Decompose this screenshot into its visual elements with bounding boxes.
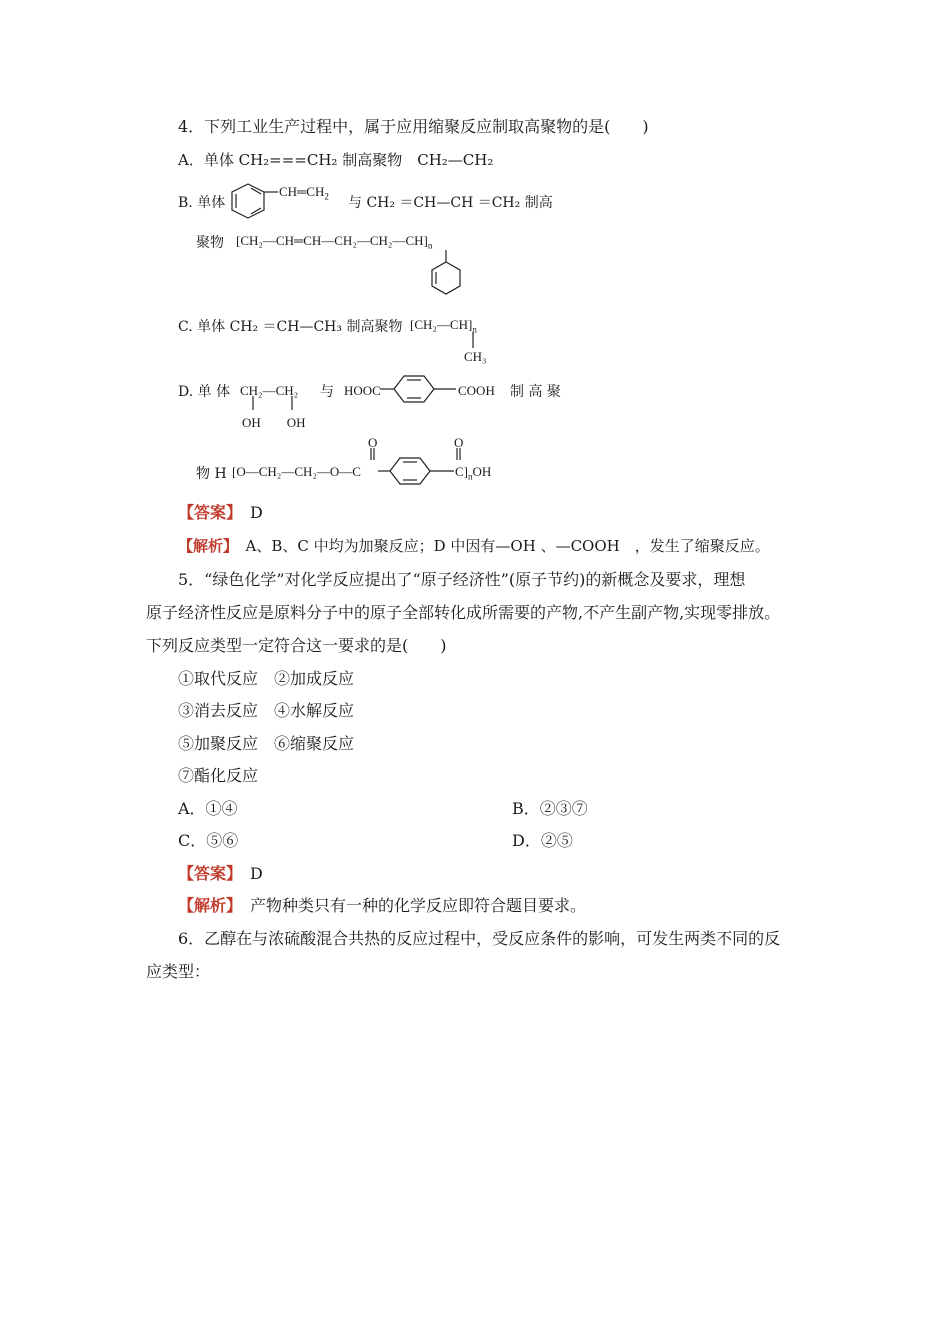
glycol-bonds (250, 396, 300, 412)
q4-option-b-text: 与 CH₂ ＝CH—CH ＝CH₂ 制高 (348, 195, 553, 211)
n-subscript: n (468, 471, 473, 482)
q5-item-1: ①取代反应 ②加成反应 (178, 669, 355, 688)
n-subscript: n (427, 240, 433, 251)
q5-item-4: ⑦酯化反应 (178, 766, 259, 785)
q4-option-c-text: C. 单体 CH₂ ＝CH—CH₃ 制高聚物 (178, 319, 403, 335)
answer-tag: 【答案】 (178, 503, 235, 522)
terephthalic-ring (380, 372, 470, 412)
q4-option-a: A．单体 CH₂===CH₂ 制高聚物 CH₂—CH₂ (178, 151, 494, 169)
q4-option-d-polymer-label: 物 H (196, 466, 227, 482)
q5-analysis (178, 896, 586, 916)
q4-option-b-polymer: $[CH_2—CH═CH—CH_2—CH_2—CH]_n$ (236, 233, 433, 251)
q4-option-b-polymer-chain: CH₂—CH═CH—CH₂—CH₂—CH (240, 233, 424, 248)
q4-option-b-label: B. 单体 (178, 195, 226, 211)
q4-answer (178, 503, 263, 523)
polyester-end: $C]_nOH$ (455, 464, 492, 482)
q5-stem-line1: 5．“绿色化学”对化学反应提出了“原子经济性”(原子节约)的新概念及要求，理想 (178, 570, 746, 589)
q5-item-3: ⑤加聚反应 ⑥缩聚反应 (178, 734, 355, 753)
polyester-ring (378, 452, 458, 492)
styrene-vinyl: $CH═CH_2$ (279, 184, 329, 202)
glycol-oh: OH OH (242, 415, 306, 430)
hooc-group: HOOC (344, 383, 381, 398)
q5-item-2: ③消去反应 ④水解反应 (178, 701, 355, 720)
analysis-text: 产物种类只有一种的化学反应即符合题目要求。 (250, 896, 587, 915)
q4-option-d-polymer: [O—CH₂—CH₂—O—C (232, 464, 361, 479)
q5-stem-line3: 下列反应类型一定符合这一要求的是( ) (146, 636, 447, 655)
q4-option-c-methyl: CH₃ (464, 349, 487, 364)
carbonyl-o-right: O (454, 435, 464, 450)
q4-option-c-polymer-chain: CH₂—CH (414, 317, 468, 332)
polyester-end-oh: OH (472, 464, 492, 479)
carbonyl-o-left: O (368, 435, 378, 450)
n-subscript: n (472, 324, 477, 335)
q4-option-b-polymer-label: 聚物 (196, 235, 224, 251)
q5-answer (178, 864, 263, 884)
q4-analysis (178, 536, 770, 556)
ethylene-glycol: CH₂—CH₂ (240, 383, 299, 398)
analysis-text: A、B、C 中均为加聚反应；D 中因有—OH 、—COOH ，发生了缩聚反应。 (245, 537, 770, 555)
q4-option-d-label: D. 单 体 (178, 384, 231, 400)
q5-option-b: B．②③⑦ (512, 799, 588, 818)
answer-tag: 【答案】 (178, 864, 235, 883)
answer-value: D (250, 864, 263, 883)
q4-stem: 4．下列工业生产过程中，属于应用缩聚反应制取高聚物的是( ) (178, 117, 649, 136)
analysis-tag: 【解析】 (178, 896, 235, 915)
q5-stem-line2: 原子经济性反应是原料分子中的原子全部转化成所需要的产物,不产生副产物,实现零排放。 (146, 603, 781, 622)
q5-option-d: D．②⑤ (512, 831, 573, 850)
q4-option-d-make: 制 高 聚 (510, 384, 561, 400)
q4-option-d-with: 与 (320, 384, 334, 400)
methyl-bond (470, 332, 480, 350)
phenyl-pendant (428, 250, 468, 310)
q4-option-c-polymer: $[CH_2—CH]_n$ (410, 317, 477, 335)
q5-option-a: A．①④ (178, 799, 238, 818)
answer-value: D (250, 503, 263, 522)
analysis-tag: 【解析】 (178, 537, 231, 555)
q5-option-c: C．⑤⑥ (178, 831, 239, 850)
polyester-end-carbon: C (455, 464, 464, 479)
q6-stem-line2: 应类型： (146, 962, 211, 981)
q4-option-d-polymer-chain: O—CH₂—CH₂—O—C (236, 464, 361, 479)
cooh-group: COOH (458, 383, 495, 398)
q6-stem-line1: 6．乙醇在与浓硫酸混合共热的反应过程中，受反应条件的影响，可发生两类不同的反 (178, 929, 781, 948)
